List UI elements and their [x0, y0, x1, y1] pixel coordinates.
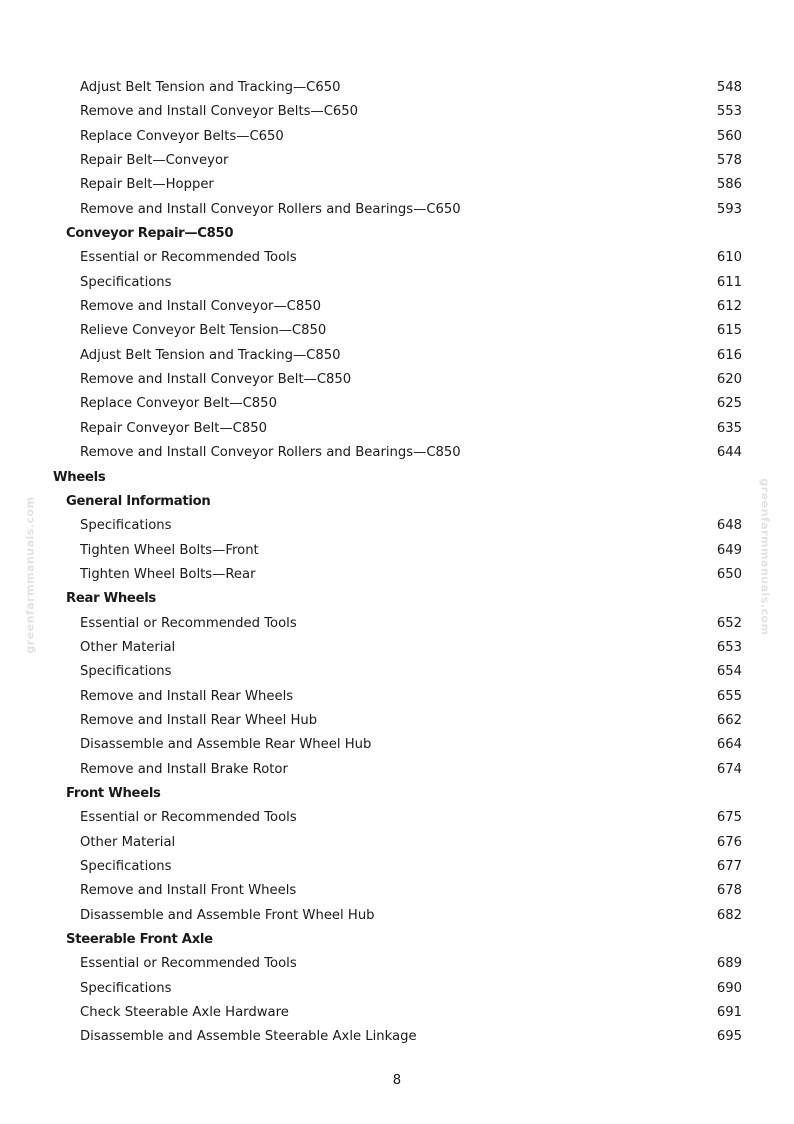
- toc-entry-title: Rear Wheels: [66, 591, 156, 607]
- toc-entry[interactable]: [0, 636, 794, 660]
- toc-entry[interactable]: [0, 563, 794, 587]
- toc-entry-title: Remove and Install Conveyor Rollers and Bearings—C650: [80, 201, 461, 217]
- toc-entry-page-number: 682: [716, 907, 742, 923]
- toc-entry[interactable]: [0, 149, 794, 173]
- toc-entry[interactable]: [0, 198, 794, 222]
- toc-entry-title: Essential or Recommended Tools: [80, 810, 297, 826]
- toc-entry-page-number: 677: [716, 859, 742, 874]
- toc-entry[interactable]: [0, 100, 794, 124]
- toc-entry[interactable]: [0, 344, 794, 368]
- toc-entry[interactable]: [0, 125, 794, 149]
- toc-entry-title: Specifications: [80, 664, 172, 680]
- toc-entry-title: Remove and Install Front Wheels: [80, 883, 297, 899]
- toc-entry-page-number: 610: [716, 250, 742, 266]
- watermark-left: greenfarmmanuals.com: [23, 496, 37, 654]
- toc-entry[interactable]: [0, 612, 794, 636]
- toc-subsection-heading[interactable]: [0, 587, 794, 611]
- toc-entry-page-number: 689: [716, 956, 742, 972]
- toc-entry-page-number: 615: [716, 323, 742, 339]
- toc-entry-title: Specifications: [80, 274, 172, 290]
- toc-entry-page-number: 648: [716, 518, 742, 534]
- toc-entry-title: Other Material: [80, 834, 176, 850]
- toc-entry-title: Remove and Install Rear Wheels: [80, 688, 294, 704]
- toc-entry-title: Relieve Conveyor Belt Tension—C850: [80, 323, 327, 339]
- toc-entry-title: Disassemble and Assemble Rear Wheel Hub: [80, 737, 372, 753]
- toc-entry-page-number: 691: [716, 1005, 742, 1021]
- toc-subsection-heading[interactable]: [0, 782, 794, 806]
- toc-entry-title: Specifications: [80, 859, 172, 874]
- toc-entry-page-number: 676: [716, 834, 742, 850]
- toc-entry-title: Specifications: [80, 980, 172, 996]
- toc-entry-title: Specifications: [80, 518, 172, 534]
- toc-entry-page-number: 560: [716, 128, 742, 144]
- toc-entry-title: Tighten Wheel Bolts—Front: [80, 542, 259, 558]
- toc-entry-page-number: 650: [716, 566, 742, 582]
- toc-entry-title: Remove and Install Brake Rotor: [80, 761, 288, 777]
- toc-entry[interactable]: [0, 295, 794, 319]
- toc-entry-page-number: 625: [716, 396, 742, 412]
- toc-entry-page-number: 644: [716, 445, 742, 461]
- toc-entry-page-number: 655: [716, 688, 742, 704]
- toc-entry-title: Disassemble and Assemble Steerable Axle Linkage: [80, 1029, 417, 1045]
- toc-entry-page-number: 612: [716, 299, 742, 315]
- table-of-contents: [0, 76, 794, 1050]
- toc-entry-title: Adjust Belt Tension and Tracking—C850: [80, 347, 341, 363]
- toc-entry-title: Remove and Install Conveyor Belt—C850: [80, 372, 352, 388]
- toc-entry[interactable]: [0, 392, 794, 416]
- toc-entry-page-number: 578: [716, 153, 742, 169]
- toc-entry[interactable]: [0, 246, 794, 270]
- toc-entry-page-number: 652: [716, 615, 742, 631]
- toc-entry-page-number: 616: [716, 347, 742, 363]
- toc-entry[interactable]: [0, 319, 794, 343]
- toc-entry[interactable]: [0, 758, 794, 782]
- toc-entry-title: Remove and Install Rear Wheel Hub: [80, 712, 318, 728]
- toc-entry-page-number: 611: [716, 274, 742, 290]
- toc-entry-page-number: 674: [716, 761, 742, 777]
- toc-entry-page-number: 662: [716, 712, 742, 728]
- toc-entry-title: Adjust Belt Tension and Tracking—C650: [80, 80, 341, 95]
- toc-entry[interactable]: [0, 173, 794, 197]
- toc-entry-page-number: 649: [716, 542, 742, 558]
- toc-entry[interactable]: [0, 733, 794, 757]
- toc-entry[interactable]: [0, 271, 794, 295]
- watermark-right: greenfarmmanuals.com: [758, 478, 772, 636]
- toc-entry-title: Tighten Wheel Bolts—Rear: [80, 566, 256, 582]
- toc-entry-title: Steerable Front Axle: [66, 932, 213, 948]
- toc-entry-title: General Information: [66, 493, 211, 509]
- toc-entry-page-number: 548: [716, 80, 742, 95]
- toc-entry-page-number: 654: [716, 664, 742, 680]
- toc-entry-page-number: 653: [716, 639, 742, 655]
- toc-entry-title: Front Wheels: [66, 785, 161, 801]
- toc-entry[interactable]: [0, 1025, 794, 1049]
- toc-entry[interactable]: [0, 417, 794, 441]
- toc-entry[interactable]: [0, 879, 794, 903]
- toc-entry-title: Replace Conveyor Belt—C850: [80, 396, 277, 412]
- toc-entry-page-number: 664: [716, 737, 742, 753]
- toc-entry-page-number: 675: [716, 810, 742, 826]
- toc-entry[interactable]: [0, 1001, 794, 1025]
- toc-subsection-heading[interactable]: [0, 928, 794, 952]
- toc-entry[interactable]: [0, 806, 794, 830]
- toc-entry-title: Repair Belt—Hopper: [80, 177, 214, 193]
- toc-entry[interactable]: [0, 977, 794, 1001]
- toc-entry-title: Essential or Recommended Tools: [80, 250, 297, 266]
- toc-entry[interactable]: [0, 904, 794, 928]
- toc-entry[interactable]: [0, 709, 794, 733]
- toc-entry-page-number: 593: [716, 201, 742, 217]
- toc-entry[interactable]: [0, 855, 794, 879]
- toc-entry-page-number: 586: [716, 177, 742, 193]
- toc-entry-title: Repair Conveyor Belt—C850: [80, 420, 268, 436]
- toc-entry-title: Other Material: [80, 639, 176, 655]
- toc-entry-title: Essential or Recommended Tools: [80, 956, 297, 972]
- toc-entry[interactable]: [0, 831, 794, 855]
- toc-subsection-heading[interactable]: [0, 490, 794, 514]
- toc-entry-page-number: 695: [716, 1029, 742, 1045]
- toc-entry-title: Conveyor Repair—C850: [66, 226, 234, 242]
- toc-entry-page-number: 678: [716, 883, 742, 899]
- toc-entry[interactable]: [0, 441, 794, 465]
- toc-entry[interactable]: [0, 514, 794, 538]
- toc-entry-title: Check Steerable Axle Hardware: [80, 1005, 289, 1021]
- toc-entry[interactable]: [0, 952, 794, 976]
- toc-entry-title: Disassemble and Assemble Front Wheel Hub: [80, 907, 375, 923]
- toc-entry-page-number: 553: [716, 104, 742, 120]
- toc-entry-title: Remove and Install Conveyor—C850: [80, 299, 322, 315]
- toc-entry-title: Wheels: [53, 469, 106, 485]
- toc-entry[interactable]: [0, 660, 794, 684]
- toc-entry-title: Remove and Install Conveyor Belts—C650: [80, 104, 359, 120]
- toc-entry[interactable]: [0, 539, 794, 563]
- toc-entry-page-number: 690: [716, 980, 742, 996]
- toc-entry[interactable]: [0, 685, 794, 709]
- toc-entry[interactable]: [0, 368, 794, 392]
- toc-entry-title: Essential or Recommended Tools: [80, 615, 297, 631]
- page-number: 8: [392, 1073, 402, 1088]
- toc-entry-title: Repair Belt—Conveyor: [80, 153, 229, 169]
- toc-entry-title: Replace Conveyor Belts—C650: [80, 128, 284, 144]
- toc-subsection-heading[interactable]: [0, 222, 794, 246]
- toc-entry[interactable]: [0, 76, 794, 100]
- toc-entry-page-number: 635: [716, 420, 742, 436]
- toc-entry-title: Remove and Install Conveyor Rollers and Bearings—C850: [80, 445, 461, 461]
- toc-entry-page-number: 620: [716, 372, 742, 388]
- toc-section-heading[interactable]: [0, 466, 794, 490]
